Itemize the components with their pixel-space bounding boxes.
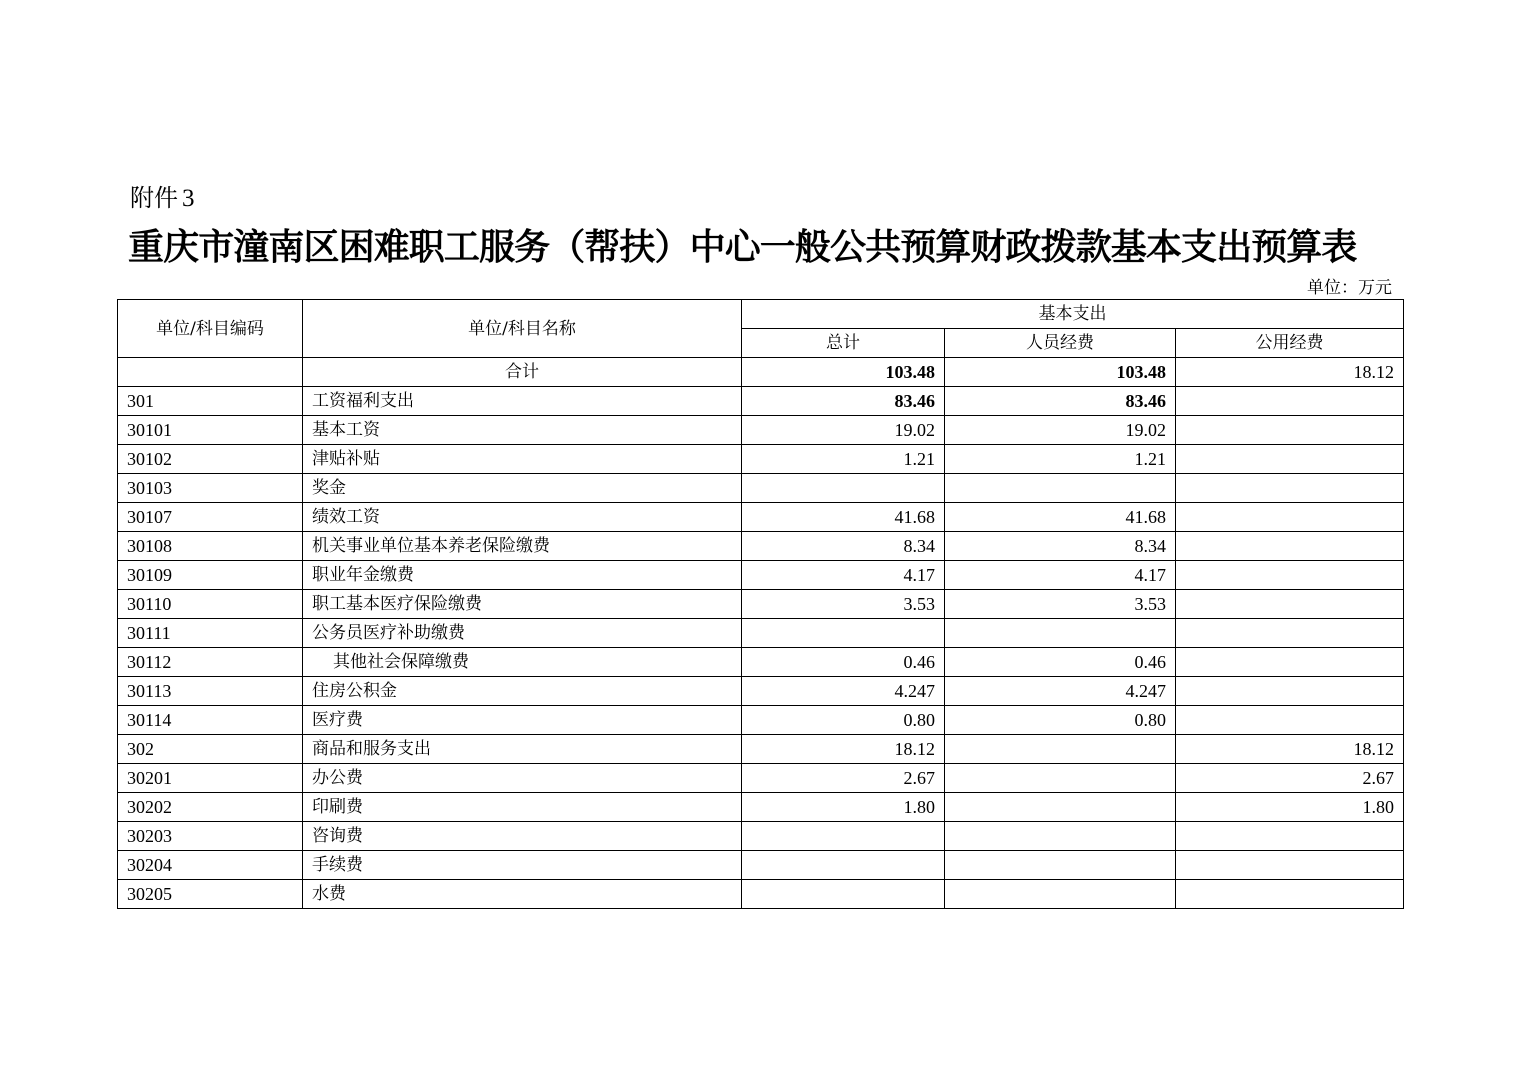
row-personnel: 8.34: [945, 532, 1176, 561]
row-total: [742, 851, 945, 880]
table-row: [118, 387, 1404, 416]
total-total: 103.48: [742, 358, 945, 387]
row-public: [1176, 851, 1404, 880]
row-personnel: 41.68: [945, 503, 1176, 532]
attachment-number: 3: [182, 185, 195, 212]
header-row-1: [118, 300, 1404, 329]
row-code: 30112: [118, 648, 303, 677]
row-public: [1176, 387, 1404, 416]
row-total: 0.46: [742, 648, 945, 677]
row-personnel: 1.21: [945, 445, 1176, 474]
total-code: [118, 358, 303, 387]
table-row: [118, 561, 1404, 590]
row-public: [1176, 503, 1404, 532]
row-public: [1176, 648, 1404, 677]
budget-table: [117, 299, 1404, 909]
header-personnel: 人员经费: [945, 329, 1176, 358]
header-public: 公用经费: [1176, 329, 1404, 358]
row-name: 住房公积金: [303, 677, 742, 706]
row-personnel: [945, 880, 1176, 909]
row-name: 咨询费: [303, 822, 742, 851]
row-public: 1.80: [1176, 793, 1404, 822]
row-total: 83.46: [742, 387, 945, 416]
row-name: 公务员医疗补助缴费: [303, 619, 742, 648]
row-public: [1176, 822, 1404, 851]
row-public: [1176, 880, 1404, 909]
row-name: 基本工资: [303, 416, 742, 445]
row-total: 2.67: [742, 764, 945, 793]
header-basic-expenditure: 基本支出: [742, 300, 1404, 329]
header-total: 总计: [742, 329, 945, 358]
row-name: 印刷费: [303, 793, 742, 822]
row-name: 办公费: [303, 764, 742, 793]
row-code: 30201: [118, 764, 303, 793]
row-public: [1176, 706, 1404, 735]
row-name: 职工基本医疗保险缴费: [303, 590, 742, 619]
budget-table-body: [118, 300, 1404, 909]
row-name: 水费: [303, 880, 742, 909]
header-name: 单位/科目名称: [303, 300, 742, 358]
total-personnel: 103.48: [945, 358, 1176, 387]
attachment-label: [130, 178, 195, 213]
row-code: 30108: [118, 532, 303, 561]
row-code: 30202: [118, 793, 303, 822]
row-total: 8.34: [742, 532, 945, 561]
table-row: [118, 880, 1404, 909]
row-name: 奖金: [303, 474, 742, 503]
row-personnel: 83.46: [945, 387, 1176, 416]
header-code: 单位/科目编码: [118, 300, 303, 358]
row-personnel: 0.46: [945, 648, 1176, 677]
row-personnel: [945, 619, 1176, 648]
table-row: [118, 648, 1404, 677]
row-total: 41.68: [742, 503, 945, 532]
row-code: 30102: [118, 445, 303, 474]
row-code: 30111: [118, 619, 303, 648]
row-personnel: 3.53: [945, 590, 1176, 619]
attachment-text: 附件: [130, 184, 178, 212]
row-personnel: [945, 735, 1176, 764]
page-title: 重庆市潼南区困难职工服务（帮扶）中心一般公共预算财政拨款基本支出预算表: [128, 227, 1357, 268]
row-personnel: [945, 793, 1176, 822]
row-name: 商品和服务支出: [303, 735, 742, 764]
table-row: [118, 503, 1404, 532]
row-total: 19.02: [742, 416, 945, 445]
row-total: 4.247: [742, 677, 945, 706]
row-personnel: 0.80: [945, 706, 1176, 735]
row-name: 医疗费: [303, 706, 742, 735]
table-row: [118, 416, 1404, 445]
table-row: [118, 445, 1404, 474]
row-total: 0.80: [742, 706, 945, 735]
row-name: 职业年金缴费: [303, 561, 742, 590]
row-public: 2.67: [1176, 764, 1404, 793]
table-row: [118, 590, 1404, 619]
row-code: 30204: [118, 851, 303, 880]
table-row: [118, 793, 1404, 822]
row-code: 30107: [118, 503, 303, 532]
row-public: [1176, 677, 1404, 706]
row-code: 301: [118, 387, 303, 416]
row-personnel: 19.02: [945, 416, 1176, 445]
row-total: 4.17: [742, 561, 945, 590]
table-row: [118, 619, 1404, 648]
row-public: [1176, 532, 1404, 561]
table-row: [118, 706, 1404, 735]
table-row: [118, 474, 1404, 503]
table-row: [118, 735, 1404, 764]
row-code: 30109: [118, 561, 303, 590]
table-row: [118, 532, 1404, 561]
row-personnel: 4.17: [945, 561, 1176, 590]
row-public: [1176, 474, 1404, 503]
row-name: 手续费: [303, 851, 742, 880]
row-name: 津贴补贴: [303, 445, 742, 474]
row-total: [742, 619, 945, 648]
row-public: 18.12: [1176, 735, 1404, 764]
row-code: 30205: [118, 880, 303, 909]
table-row: [118, 764, 1404, 793]
row-code: 30101: [118, 416, 303, 445]
table-row: [118, 822, 1404, 851]
row-personnel: 4.247: [945, 677, 1176, 706]
row-total: 3.53: [742, 590, 945, 619]
row-total: 1.21: [742, 445, 945, 474]
row-public: [1176, 590, 1404, 619]
row-code: 30113: [118, 677, 303, 706]
unit-label: 单位：万元: [1307, 278, 1392, 298]
table-row: [118, 677, 1404, 706]
table-row: [118, 851, 1404, 880]
total-row: [118, 358, 1404, 387]
row-personnel: [945, 822, 1176, 851]
row-total: [742, 474, 945, 503]
row-total: [742, 822, 945, 851]
row-code: 302: [118, 735, 303, 764]
row-name: 工资福利支出: [303, 387, 742, 416]
row-total: [742, 880, 945, 909]
row-code: 30103: [118, 474, 303, 503]
row-personnel: [945, 851, 1176, 880]
row-total: 1.80: [742, 793, 945, 822]
row-public: [1176, 619, 1404, 648]
row-personnel: [945, 474, 1176, 503]
row-total: 18.12: [742, 735, 945, 764]
row-name: 机关事业单位基本养老保险缴费: [303, 532, 742, 561]
row-public: [1176, 445, 1404, 474]
total-name: 合计: [303, 358, 742, 387]
row-name: 绩效工资: [303, 503, 742, 532]
row-code: 30114: [118, 706, 303, 735]
row-name: 其他社会保障缴费: [303, 648, 742, 677]
row-public: [1176, 561, 1404, 590]
row-public: [1176, 416, 1404, 445]
row-code: 30110: [118, 590, 303, 619]
row-code: 30203: [118, 822, 303, 851]
total-public: 18.12: [1176, 358, 1404, 387]
row-personnel: [945, 764, 1176, 793]
